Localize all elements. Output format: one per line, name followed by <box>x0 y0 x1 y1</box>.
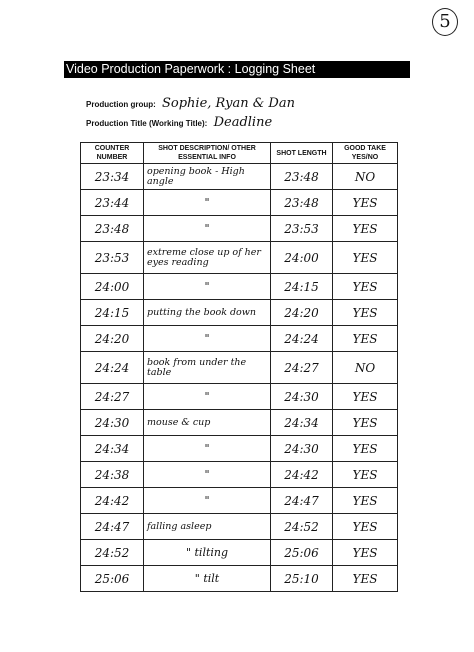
counter-cell: 24:47 <box>81 514 144 540</box>
description-cell: " <box>144 384 271 410</box>
counter-cell: 23:48 <box>81 216 144 242</box>
good-take-cell: YES <box>333 274 398 300</box>
description-cell: " <box>144 274 271 300</box>
description-cell: " <box>144 488 271 514</box>
length-cell: 24:47 <box>271 488 333 514</box>
production-title-row <box>86 115 272 130</box>
table-row <box>81 326 398 352</box>
description-cell: extreme close up of her eyes reading <box>144 242 271 274</box>
production-title-label: Production Title (Working Title): <box>86 119 208 128</box>
counter-cell: 24:27 <box>81 384 144 410</box>
counter-cell: 24:34 <box>81 436 144 462</box>
table-row <box>81 352 398 384</box>
table-row <box>81 462 398 488</box>
length-cell: 24:30 <box>271 384 333 410</box>
description-cell: putting the book down <box>144 300 271 326</box>
table-row <box>81 164 398 190</box>
good-take-cell: YES <box>333 410 398 436</box>
length-cell: 24:24 <box>271 326 333 352</box>
description-cell: " <box>144 216 271 242</box>
length-cell: 24:00 <box>271 242 333 274</box>
good-take-cell: YES <box>333 242 398 274</box>
length-cell: 23:53 <box>271 216 333 242</box>
table-row <box>81 242 398 274</box>
length-cell: 25:10 <box>271 566 333 592</box>
length-cell: 24:20 <box>271 300 333 326</box>
good-take-cell: YES <box>333 326 398 352</box>
counter-cell: 23:34 <box>81 164 144 190</box>
good-take-cell: YES <box>333 190 398 216</box>
description-cell: " tilting <box>144 540 271 566</box>
counter-cell: 23:53 <box>81 242 144 274</box>
good-take-cell: YES <box>333 300 398 326</box>
header-good-take: GOOD TAKE YES/NO <box>333 143 398 164</box>
page-number: 5 <box>432 8 458 36</box>
good-take-cell: NO <box>333 352 398 384</box>
description-cell: " <box>144 436 271 462</box>
description-cell: opening book - High angle <box>144 164 271 190</box>
good-take-cell: YES <box>333 216 398 242</box>
counter-cell: 24:30 <box>81 410 144 436</box>
length-cell: 24:27 <box>271 352 333 384</box>
header-shot-description: SHOT DESCRIPTION/ OTHER ESSENTIAL INFO <box>144 143 271 164</box>
sheet-title: Video Production Paperwork : Logging Sheet <box>64 61 410 78</box>
counter-cell: 24:24 <box>81 352 144 384</box>
counter-cell: 24:20 <box>81 326 144 352</box>
table-row <box>81 514 398 540</box>
good-take-cell: YES <box>333 384 398 410</box>
table-row <box>81 566 398 592</box>
production-title-value: Deadline <box>213 115 273 130</box>
logging-table <box>80 142 398 592</box>
description-cell: " <box>144 462 271 488</box>
length-cell: 25:06 <box>271 540 333 566</box>
description-cell: book from under the table <box>144 352 271 384</box>
table-row <box>81 488 398 514</box>
production-group-row <box>86 96 295 111</box>
header-shot-length: SHOT LENGTH <box>271 143 333 164</box>
good-take-cell: YES <box>333 488 398 514</box>
length-cell: 24:34 <box>271 410 333 436</box>
length-cell: 23:48 <box>271 164 333 190</box>
length-cell: 24:15 <box>271 274 333 300</box>
table-row <box>81 216 398 242</box>
good-take-cell: YES <box>333 566 398 592</box>
counter-cell: 24:00 <box>81 274 144 300</box>
good-take-cell: YES <box>333 462 398 488</box>
length-cell: 24:42 <box>271 462 333 488</box>
production-group-label: Production group: <box>86 100 156 109</box>
description-cell: mouse & cup <box>144 410 271 436</box>
description-cell: " <box>144 190 271 216</box>
table-row <box>81 436 398 462</box>
table-row <box>81 274 398 300</box>
counter-cell: 25:06 <box>81 566 144 592</box>
good-take-cell: YES <box>333 436 398 462</box>
header-counter-number: COUNTER NUMBER <box>81 143 144 164</box>
description-cell: " tilt <box>144 566 271 592</box>
counter-cell: 24:15 <box>81 300 144 326</box>
table-row <box>81 540 398 566</box>
length-cell: 24:52 <box>271 514 333 540</box>
table-row <box>81 384 398 410</box>
table-header-row <box>81 143 398 164</box>
counter-cell: 24:52 <box>81 540 144 566</box>
description-cell: " <box>144 326 271 352</box>
table-body <box>81 164 398 592</box>
length-cell: 23:48 <box>271 190 333 216</box>
length-cell: 24:30 <box>271 436 333 462</box>
description-cell: falling asleep <box>144 514 271 540</box>
counter-cell: 23:44 <box>81 190 144 216</box>
good-take-cell: NO <box>333 164 398 190</box>
counter-cell: 24:42 <box>81 488 144 514</box>
table-row <box>81 300 398 326</box>
table-row <box>81 190 398 216</box>
counter-cell: 24:38 <box>81 462 144 488</box>
good-take-cell: YES <box>333 540 398 566</box>
production-group-value: Sophie, Ryan & Dan <box>162 96 295 111</box>
good-take-cell: YES <box>333 514 398 540</box>
table-row <box>81 410 398 436</box>
